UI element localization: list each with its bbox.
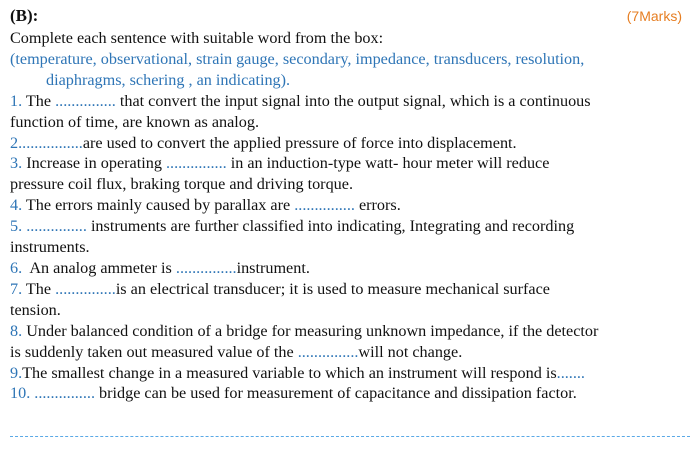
answer-blank[interactable]: ............... <box>175 258 237 277</box>
question-3 <box>10 153 694 174</box>
question-text: The smallest change in a measured variable to which an instrument will respond is <box>22 363 557 382</box>
answer-blank[interactable]: ............... <box>55 279 116 298</box>
answer-blank[interactable]: ............... <box>55 91 116 110</box>
answer-blank[interactable]: ....... <box>556 363 585 382</box>
word-box-line-2: diaphragms, schering , an indicating). <box>46 70 291 89</box>
question-10 <box>10 383 694 404</box>
question-text: will not change. <box>358 342 463 361</box>
question-text: errors. <box>354 196 401 215</box>
answer-blank[interactable]: ............... <box>34 384 95 403</box>
answer-blank[interactable]: ............... <box>165 154 227 173</box>
answer-blank[interactable]: ............... <box>297 342 359 361</box>
question-text: Under balanced condition of a bridge for measuring unknown impedance, if the detector <box>22 321 599 340</box>
question-1-continuation: function of time, are known as analog. <box>10 112 260 131</box>
answer-blank[interactable]: ............... <box>26 217 87 236</box>
instruction: Complete each sentence with suitable word from the box: <box>10 29 384 47</box>
question-sheet <box>10 6 694 404</box>
question-5 <box>10 216 694 237</box>
question-text: that convert the input signal into the output signal, which is a continuous <box>115 91 591 110</box>
question-number: 2. <box>10 133 23 152</box>
question-4 <box>10 195 694 216</box>
question-text: The <box>22 279 56 298</box>
question-8-continuation <box>10 342 694 363</box>
question-6 <box>10 258 694 279</box>
question-7 <box>10 279 694 300</box>
question-number: 4. <box>10 196 23 215</box>
question-number: 1. <box>10 91 23 110</box>
question-text: The <box>22 91 56 110</box>
answer-blank[interactable]: ............... <box>294 196 355 215</box>
question-5-continuation: instruments. <box>10 238 90 257</box>
question-number: 5. <box>10 217 23 236</box>
question-text: bridge can be used for measurement of capacitance and dissipation factor. <box>94 384 577 403</box>
question-number: 9. <box>10 363 23 382</box>
question-text: instruments are further classified into indicating, Integrating and recording <box>86 217 575 236</box>
question-number: 7. <box>10 279 23 298</box>
question-8 <box>10 321 694 342</box>
question-2 <box>10 133 694 154</box>
question-3-continuation: pressure coil flux, braking torque and driving torque. <box>10 175 353 194</box>
answer-blank[interactable]: ............... <box>22 133 83 152</box>
question-text: are used to convert the applied pressure of force into displacement. <box>82 133 517 152</box>
question-text: instrument. <box>236 258 310 277</box>
question-1 <box>10 91 694 112</box>
question-number: 10. <box>10 384 31 403</box>
marks-label: (7Marks) <box>626 8 682 24</box>
question-text: is an electrical transducer; it is used to measure mechanical surface <box>115 279 550 298</box>
question-number: 6. <box>10 258 23 277</box>
word-box-line-1: (temperature, observational, strain gauge, secondary, impedance, transducers, resolution, <box>10 49 585 68</box>
header <box>10 6 694 28</box>
question-number: 3. <box>10 154 23 173</box>
question-9 <box>10 363 694 384</box>
question-number: 8. <box>10 321 23 340</box>
section-label: (B): <box>10 6 39 25</box>
question-text: The errors mainly caused by parallax are <box>22 196 295 215</box>
question-text: is suddenly taken out measured value of the <box>10 342 298 361</box>
dashed-divider <box>10 436 690 437</box>
question-text: An analog ammeter is <box>22 258 176 277</box>
question-text: Increase in operating <box>22 154 166 173</box>
question-text: in an induction-type watt- hour meter will reduce <box>226 154 550 173</box>
question-7-continuation: tension. <box>10 300 61 319</box>
